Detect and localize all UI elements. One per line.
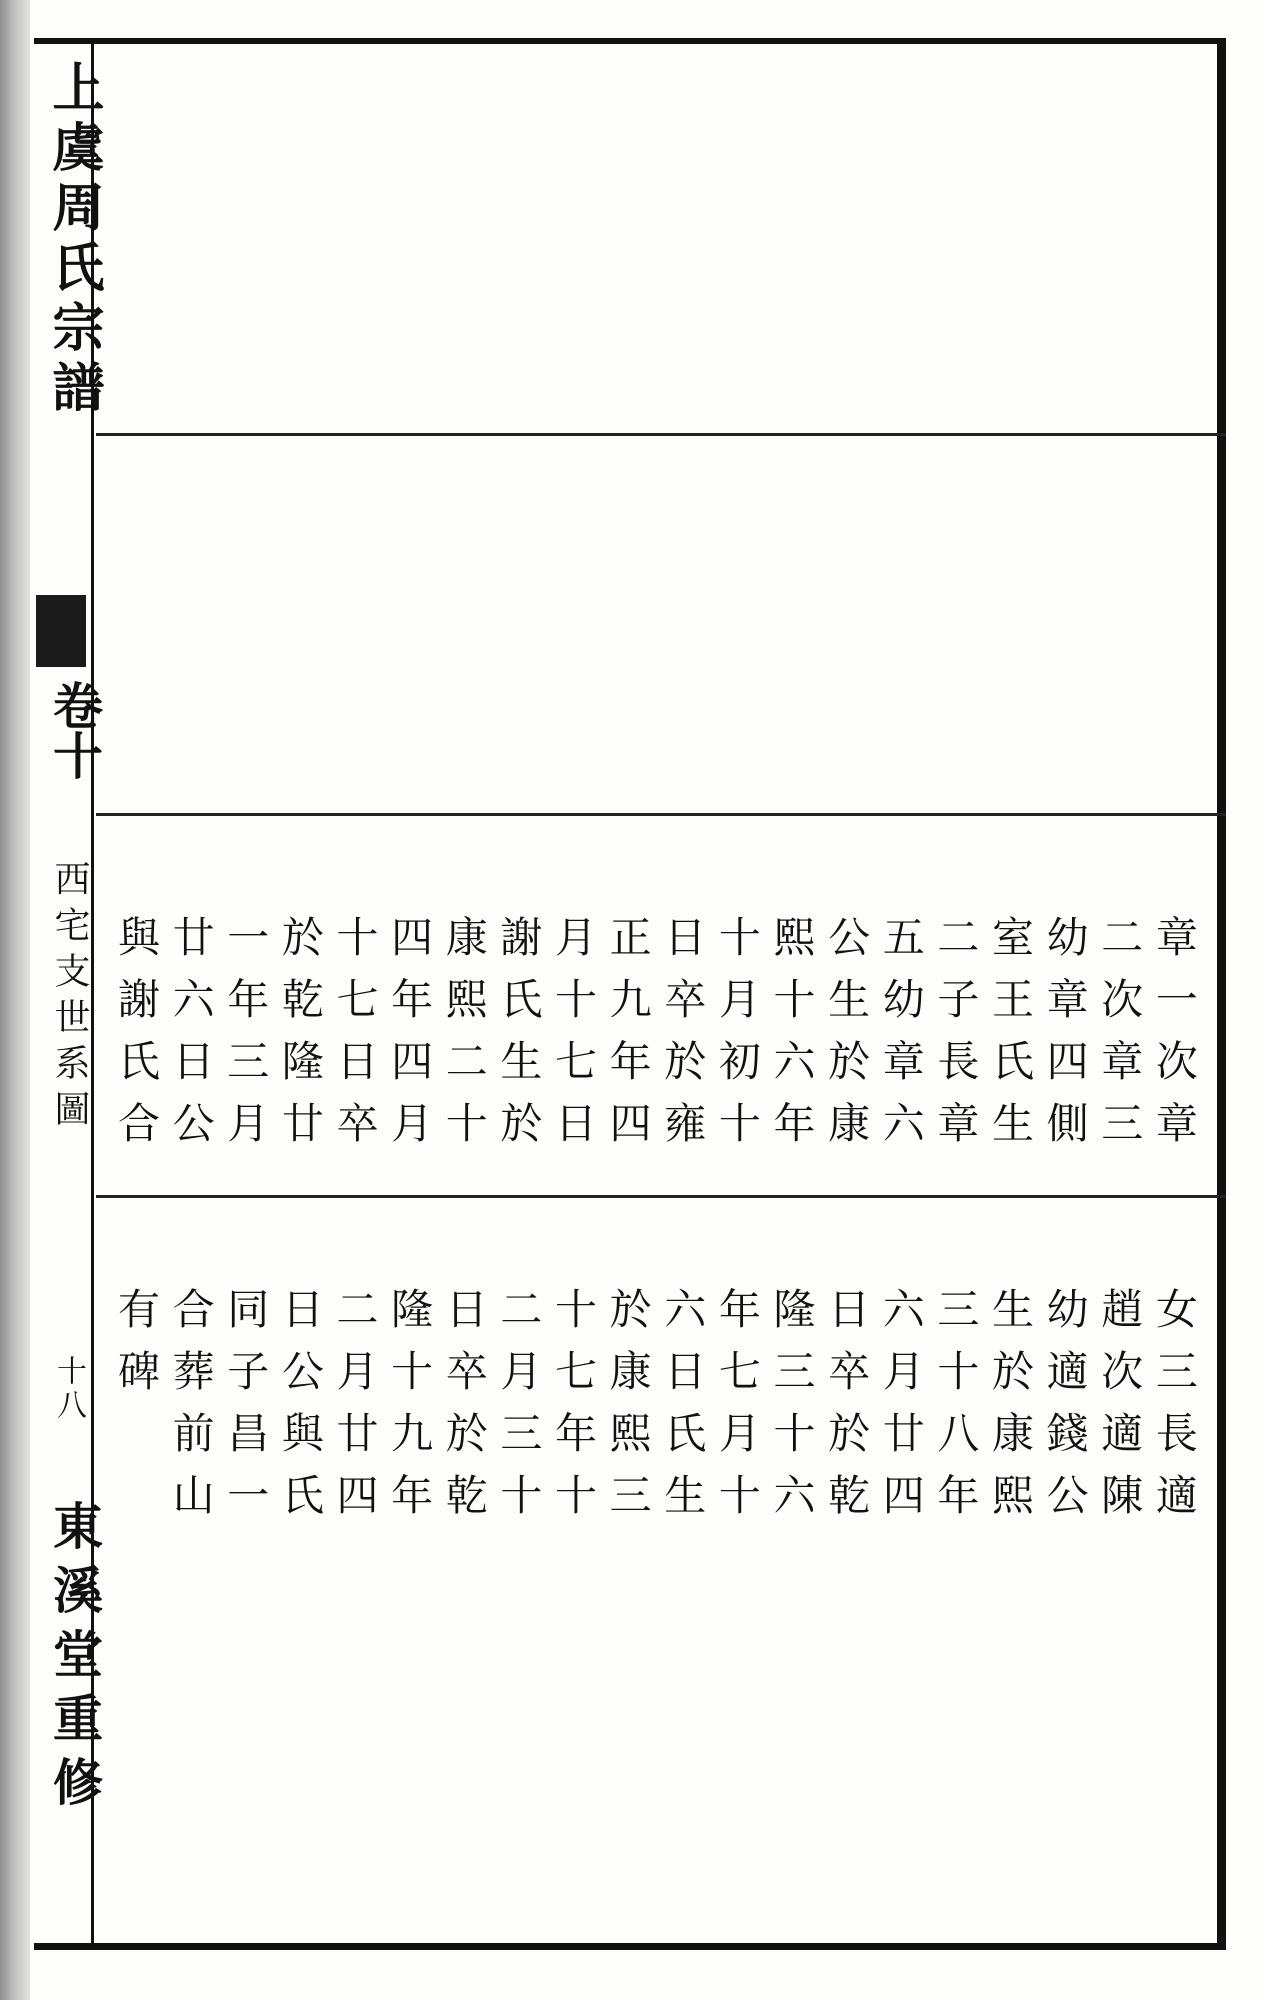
text-column: 室王氏生 bbox=[986, 915, 1035, 1163]
genealogy-entry-lower bbox=[100, 1287, 1210, 1887]
text-column: 一年三月 bbox=[221, 915, 271, 1163]
text-column: 二月三十 bbox=[494, 1287, 544, 1535]
text-column: 日公與氏 bbox=[275, 1287, 325, 1535]
text-column: 隆十九年 bbox=[385, 1287, 435, 1535]
text-column: 月十七日 bbox=[549, 915, 598, 1163]
book-title: 上虞周氏宗譜 bbox=[43, 60, 104, 420]
text-column: 四年四月 bbox=[385, 915, 435, 1163]
text-column: 於乾隆廿 bbox=[275, 915, 325, 1163]
fish-tail-mark bbox=[36, 595, 86, 667]
page-number: 十八 bbox=[51, 1355, 86, 1423]
text-column: 有碑 bbox=[112, 1287, 161, 1411]
text-column: 生於康熙 bbox=[986, 1287, 1035, 1535]
hall-name: 東溪堂重修 bbox=[45, 1500, 104, 1820]
text-column: 二月廿四 bbox=[330, 1287, 380, 1535]
text-column: 幼章四側 bbox=[1040, 915, 1090, 1163]
text-column: 謝氏生於 bbox=[494, 915, 544, 1163]
section-label: 西宅支世系圖 bbox=[49, 860, 90, 1136]
text-column: 日卒於雍 bbox=[658, 915, 708, 1163]
text-column: 二子長章 bbox=[931, 915, 981, 1163]
genealogy-entry-upper bbox=[100, 915, 1210, 1190]
text-column: 年七月十 bbox=[712, 1287, 762, 1535]
text-column: 日卒於乾 bbox=[822, 1287, 872, 1535]
text-column: 隆三十六 bbox=[767, 1287, 817, 1535]
text-column: 正九年四 bbox=[603, 915, 653, 1163]
generation-divider bbox=[96, 1195, 1226, 1198]
text-column: 合葬前山 bbox=[166, 1287, 216, 1535]
book-binding-edge bbox=[0, 0, 30, 2000]
text-column: 與謝氏合 bbox=[112, 915, 161, 1163]
text-column: 六日氏生 bbox=[658, 1287, 708, 1535]
text-column: 十月初十 bbox=[712, 915, 762, 1163]
text-column: 同子昌一 bbox=[221, 1287, 271, 1535]
generation-divider bbox=[96, 813, 1226, 816]
text-column: 五幼章六 bbox=[876, 915, 926, 1163]
text-column: 幼適錢公 bbox=[1040, 1287, 1090, 1535]
text-column: 二次章三 bbox=[1095, 915, 1145, 1163]
text-column: 三十八年 bbox=[931, 1287, 981, 1535]
text-column: 六月廿四 bbox=[876, 1287, 926, 1535]
text-column: 熙十六年 bbox=[767, 915, 817, 1163]
generation-divider bbox=[96, 433, 1226, 436]
text-column: 十七日卒 bbox=[330, 915, 380, 1163]
text-column: 於康熙三 bbox=[603, 1287, 653, 1535]
text-column: 十七年十 bbox=[549, 1287, 598, 1535]
text-column: 公生於康 bbox=[822, 915, 872, 1163]
text-column: 康熙二十 bbox=[439, 915, 489, 1163]
volume-label: 卷十 bbox=[45, 680, 104, 780]
text-column: 日卒於乾 bbox=[439, 1287, 489, 1535]
text-column: 女三長適 bbox=[1149, 1287, 1199, 1535]
text-column: 章一次章 bbox=[1149, 915, 1199, 1163]
text-column: 趙次適陳 bbox=[1095, 1287, 1145, 1535]
text-column: 廿六日公 bbox=[166, 915, 216, 1163]
